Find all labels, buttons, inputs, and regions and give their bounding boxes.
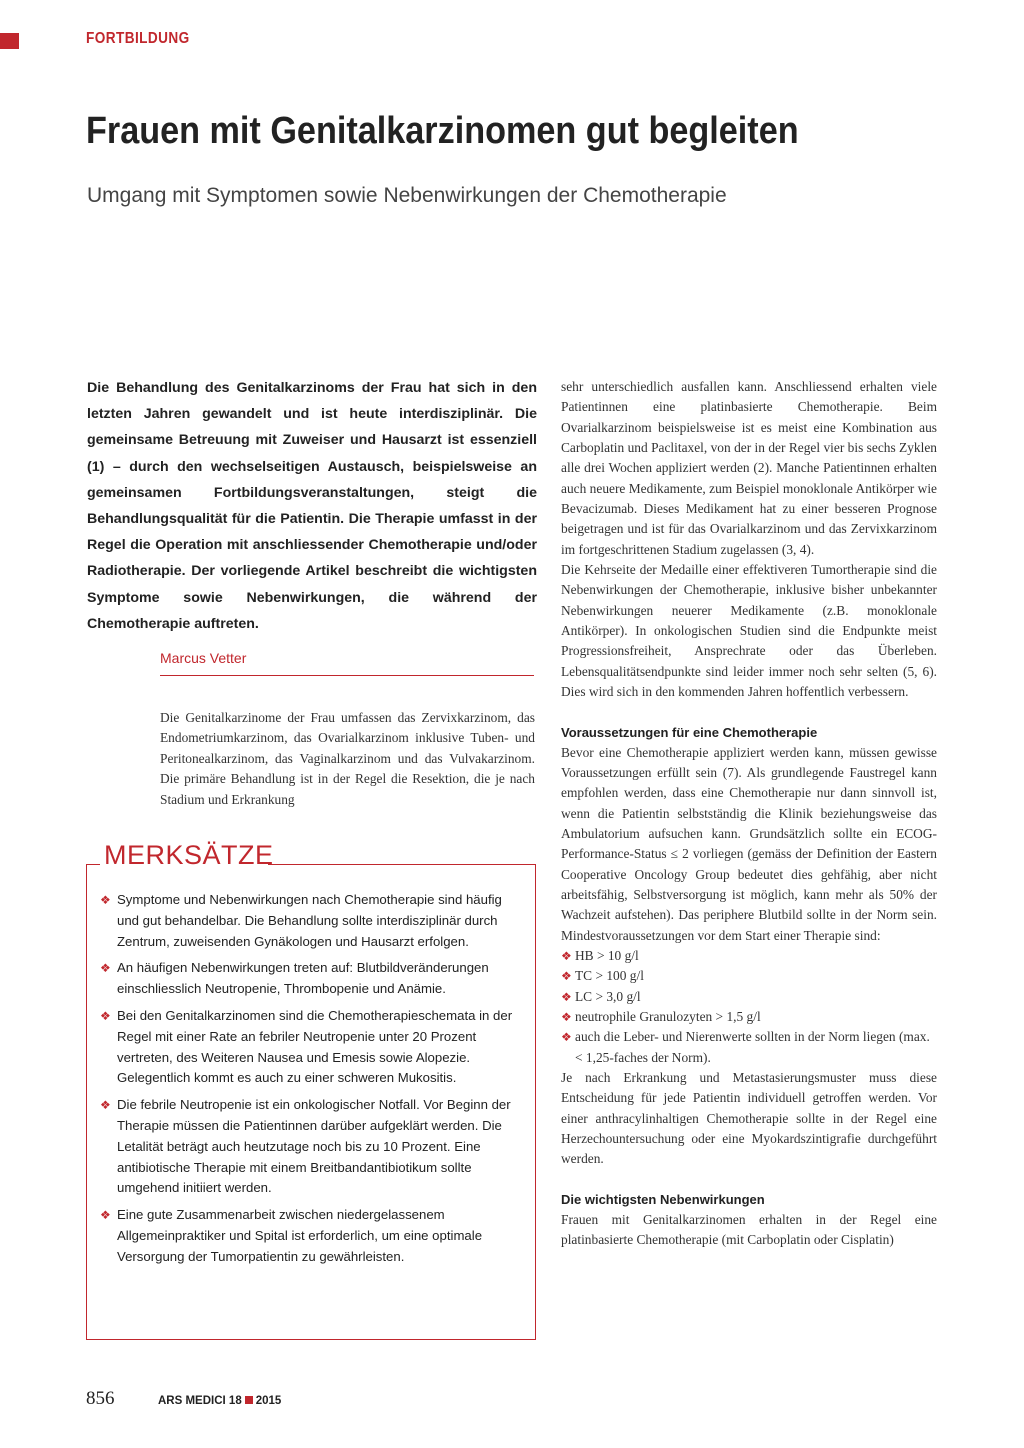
requirement-text: auch die Leber- und Nierenwerte sollten in der Norm liegen (max. < 1,25-faches der Norm). <box>575 1029 930 1065</box>
requirement-text: TC > 100 g/l <box>575 968 644 984</box>
page-number: 856 <box>86 1388 115 1409</box>
article-subtitle: Umgang mit Symptomen sowie Nebenwirkungen der Chemotherapie <box>87 184 727 207</box>
intro-paragraph: Die Genitalkarzinome der Frau umfassen das Zervixkarzinom, das Endometriumkarzinom, das Ovarialkarzinom inklusive Tuben- und Peritonealkarzinom, das Vaginalkarzinom und das Vulvakarzinom. Die primäre Behandlung ist in der Regel die Resektion, die je nach Stadium und Erkrankung <box>160 710 535 807</box>
journal-footer <box>158 1395 281 1407</box>
merksatz-item <box>100 1205 526 1267</box>
merksatz-text: Bei den Genitalkarzinomen sind die Chemotherapieschemata in der Regel mit einer Rate an febriler Neutropenie unter 20 Prozent vertreten, des Weiteren Nausea und Emesis sowie Alopezie. Gelegentlich kommt es auch zu einer schweren Mukositis. <box>117 1007 513 1086</box>
section-heading-voraussetzungen: Voraussetzungen für eine Chemotherapie <box>561 724 818 740</box>
section-label: FORTBILDUNG <box>86 30 190 47</box>
journal-name: ARS MEDICI 18 <box>158 1395 242 1407</box>
diamond-bullet-icon: ❖ <box>561 969 572 984</box>
requirement-item <box>561 1007 937 1027</box>
diamond-bullet-icon: ❖ <box>100 1098 111 1113</box>
body-paragraph: sehr unterschiedlich ausfallen kann. Anschliessend erhalten viele Patientinnen eine platinbasierte Chemotherapie. Beim Ovarialkarzinom beispielsweise ist es meist eine Kombination aus Carboplatin und Paclitaxel, von der in der Regel vier bis sechs Zyklen alle drei Wochen appliziert werden (2). Manche Patientinnen erhalten auch neuere Medikamente, zum Beispiel monoklonale Antikörper wie Bevacizumab. Dieses Medikament hat zu einer besseren Prognose beigetragen und ist für das Ovarialkarzinom und das Zervixkarzinom im fortgeschrittenen Stadium zugelassen (3, 4). <box>561 379 937 557</box>
requirements-list <box>561 946 937 1068</box>
requirement-text: neutrophile Granulozyten > 1,5 g/l <box>575 1008 761 1024</box>
author-divider <box>160 675 534 676</box>
section-color-mark <box>0 33 19 49</box>
requirement-text: LC > 3,0 g/l <box>575 988 641 1004</box>
body-paragraph: Die Kehrseite der Medaille einer effektiveren Tumortherapie sind die Nebenwirkungen der Chemotherapie, inklusive bisher unbekannter Nebenwirkungen neuerer Medikamente (z.B. monoklonale Antikörper). In onkologischen Studien sind die Endpunkte meist Progressionsfreiheit, Ansprechrate oder das Überleben. Lebensqualitätsendpunkte sind leider immer noch sehr selten (5, 6). Dies wird sich in den kommenden Jahren hoffentlich verbessern. <box>561 562 937 700</box>
merksatz-item <box>100 1006 526 1089</box>
merksaetze-list <box>100 890 526 1274</box>
requirement-item <box>561 987 937 1007</box>
article-lead: Die Behandlung des Genitalkarzinoms der Frau hat sich in den letzten Jahren gewandelt und ist heute interdisziplinär. Die gemeinsame Betreuung mit Zuweiser und Hausarzt ist essenziell (1) – durch den wechselseitigen Austausch, beispielsweise an gemeinsamen Fortbildungsveranstaltungen, steigt die Behandlungsqualität für die Patientin. Die Therapie umfasst in der Regel die Operation mit anschliessender Chemotherapie und/oder Radiotherapie. Der vorliegende Artikel beschreibt die wichtigsten Symptome sowie Nebenwirkungen, die während der Chemotherapie auftreten. <box>87 380 537 632</box>
journal-year: 2015 <box>255 1395 282 1407</box>
merksatz-item <box>100 1095 526 1199</box>
merksatz-item <box>100 958 526 1000</box>
diamond-bullet-icon: ❖ <box>561 1030 572 1045</box>
diamond-bullet-icon: ❖ <box>561 948 572 963</box>
requirement-item <box>561 1027 937 1068</box>
requirement-item <box>561 946 937 966</box>
author-name: Marcus Vetter <box>160 650 247 666</box>
merksatz-text: Symptome und Nebenwirkungen nach Chemotherapie sind häufig und gut behandelbar. Die Behandlung sollte interdisziplinär durch Zentrum, zuweisenden Gynäkologen und Hausarzt erfolgen. <box>117 892 502 949</box>
merksatz-text: Eine gute Zusammenarbeit zwischen niedergelassenem Allgemeinpraktiker und Spital ist erforderlich, um eine optimale Versorgung der Tumorpatientin zu gewährleisten. <box>117 1207 483 1264</box>
merksatz-text: Die febrile Neutropenie ist ein onkologischer Notfall. Vor Beginn der Therapie müssen die Patientinnen darüber aufgeklärt werden. Die Letalität beträgt auch heutzutage noch bis zu 10 Prozent. Eine antibiotische Therapie mit einem Breitbandantibiotikum sollte umgehend initiiert werden. <box>117 1097 511 1196</box>
merksatz-text: An häufigen Nebenwirkungen treten auf: Blutbildveränderungen einschliesslich Neutropenie, Thrombopenie und Anämie. <box>117 960 489 997</box>
diamond-bullet-icon: ❖ <box>561 989 572 1004</box>
requirement-item <box>561 966 937 986</box>
requirement-text: HB > 10 g/l <box>575 947 639 963</box>
merksatz-item <box>100 890 526 952</box>
body-paragraph: Je nach Erkrankung und Metastasierungsmuster muss diese Entscheidung für jede Patientin individuell getroffen werden. Vor einer anthracylinhaltigen Chemotherapie sollte in der Regel eine Herzechountersuchung oder eine Myokardszintigrafie durchgeführt werden. <box>561 1070 937 1167</box>
diamond-bullet-icon: ❖ <box>100 961 111 976</box>
footer-square-icon <box>245 1396 253 1404</box>
article-title: Frauen mit Genitalkarzinomen gut begleiten <box>86 110 799 152</box>
diamond-bullet-icon: ❖ <box>100 1008 111 1023</box>
merksaetze-title: MERKSÄTZE <box>104 840 274 870</box>
diamond-bullet-icon: ❖ <box>100 1208 111 1223</box>
body-paragraph: Bevor eine Chemotherapie appliziert werden kann, müssen gewisse Voraussetzungen erfüllt sein (7). Als grundlegende Faustregel kann empfohlen werden, dass eine Chemotherapie nur dann sinnvoll ist, wenn die Patientin selbstständig die Klinik beziehungsweise das Ambulatorium aufsuchen kann. Grundsätzlich sollte ein ECOG-Performance-Status ≤ 2 vorliegen (gemäss der Definition der Eastern Cooperative Oncology Group bedeutet dies gehfähig, aber nicht arbeitsfähig, Selbstversorgung ist möglich, kann mehr als 50% der Wachzeit aufstehen). Das periphere Blutbild sollte in der Norm sein. Mindestvoraussetzungen vor dem Start einer Therapie sind: <box>561 744 937 943</box>
diamond-bullet-icon: ❖ <box>561 1009 572 1024</box>
right-column <box>561 377 937 1250</box>
section-heading-nebenwirkungen: Die wichtigsten Nebenwirkungen <box>561 1191 765 1207</box>
diamond-bullet-icon: ❖ <box>100 893 111 907</box>
body-paragraph: Frauen mit Genitalkarzinomen erhalten in der Regel eine platinbasierte Chemotherapie (mit Carboplatin oder Cisplatin) <box>561 1211 937 1248</box>
